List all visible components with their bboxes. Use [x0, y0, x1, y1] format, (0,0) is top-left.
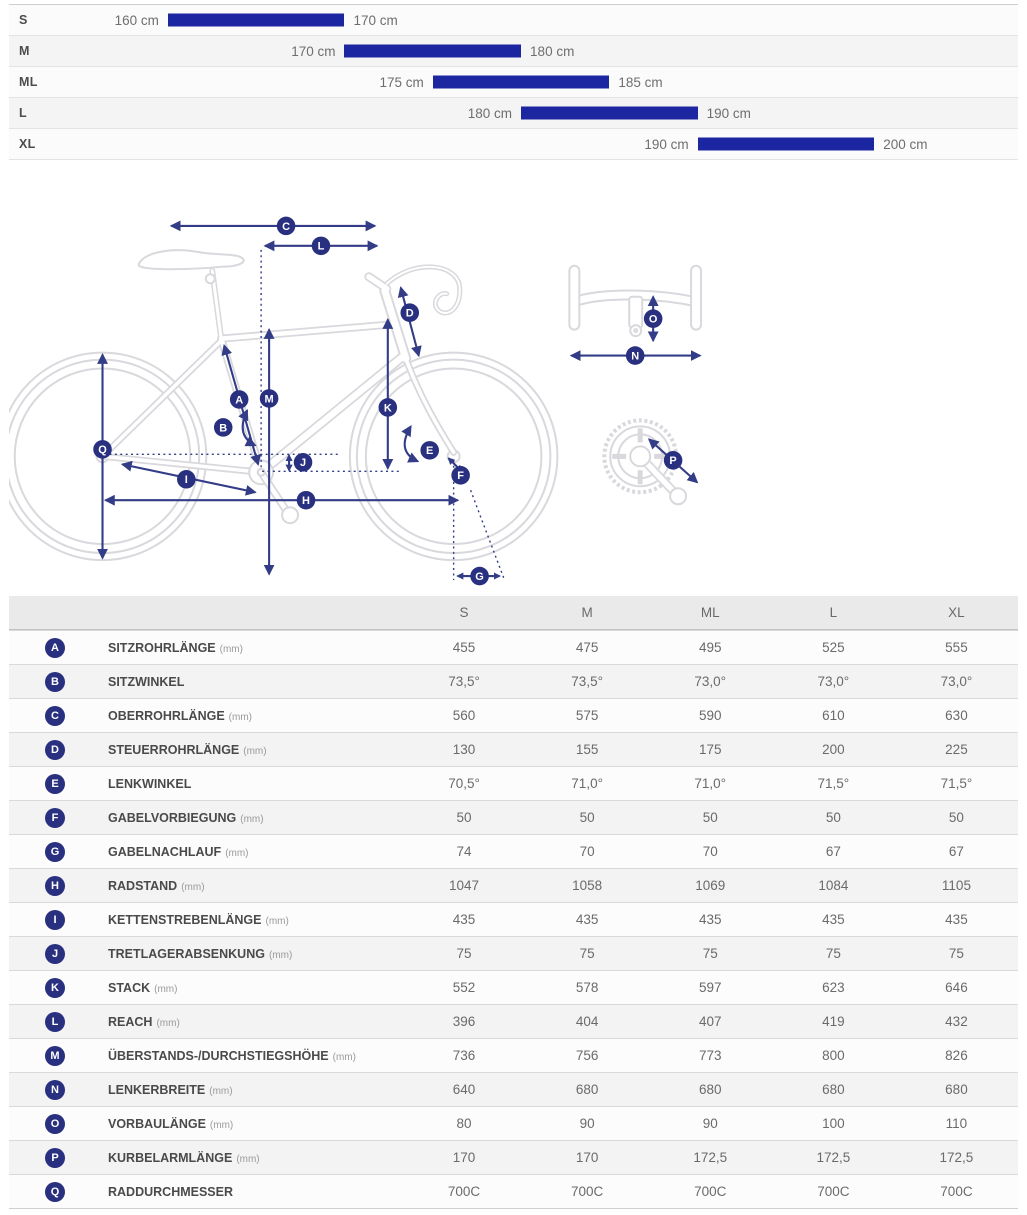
row-label-cell — [9, 740, 403, 760]
row-letter-badge: G — [45, 842, 65, 862]
table-cell: 435 — [575, 912, 599, 927]
table-cell: 773 — [698, 1048, 722, 1063]
size-row — [9, 67, 1018, 98]
row-label: LENKERBREITE (mm) — [108, 1082, 233, 1097]
table-cell: 700C — [694, 1184, 727, 1199]
row-unit: (mm) — [236, 1153, 260, 1165]
table-cell: 75 — [702, 946, 718, 961]
size-row — [9, 36, 1018, 67]
table-cell: 680 — [575, 1082, 599, 1097]
svg-text:O: O — [648, 313, 658, 326]
table-row-P — [9, 1140, 1018, 1174]
table-cell: 73,5° — [448, 674, 480, 689]
size-label: ML — [19, 75, 38, 89]
row-unit: (mm) — [332, 1051, 356, 1063]
column-header-ml: ML — [700, 605, 720, 620]
range-min-label: 190 cm — [644, 136, 689, 152]
row-label-cell — [9, 1148, 403, 1168]
table-row-M — [9, 1038, 1018, 1072]
table-cell: 495 — [698, 640, 722, 655]
table-cell: 700C — [571, 1184, 604, 1199]
row-label: ÜBERSTANDS-/DURCHSTIEGSHÖHE (mm) — [108, 1048, 356, 1063]
row-label: GABELVORBIEGUNG (mm) — [108, 810, 264, 825]
size-row — [9, 129, 1018, 160]
table-cell: 50 — [948, 810, 964, 825]
table-cell: 552 — [452, 980, 476, 995]
table-cell: 172,5 — [939, 1150, 974, 1165]
row-label-cell — [9, 638, 403, 658]
column-header-s: S — [459, 605, 469, 620]
height-range-track — [9, 36, 1018, 66]
svg-text:H: H — [302, 495, 310, 508]
table-cell: 50 — [456, 810, 472, 825]
table-row-G — [9, 834, 1018, 868]
diagram-marker-P — [664, 451, 683, 470]
diagram-marker-O — [644, 309, 663, 328]
table-row-B — [9, 664, 1018, 698]
diagram-marker-H — [297, 491, 316, 510]
row-label: RADSTAND (mm) — [108, 878, 205, 893]
range-max-label: 200 cm — [883, 136, 928, 152]
table-cell: 432 — [945, 1014, 968, 1029]
row-letter-badge: J — [45, 944, 65, 964]
diagram-marker-C — [277, 217, 296, 236]
table-row-C — [9, 698, 1018, 732]
row-letter-badge: F — [45, 808, 65, 828]
row-label: VORBAULÄNGE (mm) — [108, 1116, 234, 1131]
table-cell: 1058 — [572, 878, 603, 893]
row-label-cell — [9, 774, 403, 794]
frame-inner — [103, 267, 460, 472]
table-cell: 630 — [945, 708, 968, 723]
table-cell: 826 — [945, 1048, 968, 1063]
diagram-marker-K — [379, 398, 398, 417]
diagram-marker-L — [312, 237, 331, 256]
range-min-label: 170 cm — [291, 43, 336, 59]
table-cell: 555 — [945, 640, 968, 655]
size-row — [9, 5, 1018, 36]
table-cell: 130 — [452, 742, 476, 757]
svg-text:D: D — [405, 307, 414, 320]
svg-text:N: N — [631, 350, 640, 363]
row-label-cell — [9, 706, 403, 726]
table-cell: 73,5° — [571, 674, 603, 689]
table-row-D — [9, 732, 1018, 766]
row-letter-badge: D — [45, 740, 65, 760]
height-range-track — [9, 98, 1018, 128]
table-cell: 71,0° — [571, 776, 603, 791]
row-unit: (mm) — [156, 1017, 180, 1029]
table-cell: 67 — [825, 844, 841, 859]
size-label: L — [19, 106, 27, 120]
table-cell: 640 — [452, 1082, 476, 1097]
saddle — [139, 250, 244, 269]
svg-text:E: E — [426, 445, 434, 458]
svg-text:B: B — [219, 422, 228, 435]
diagram-marker-N — [626, 346, 645, 365]
row-unit: (mm) — [219, 643, 243, 655]
diagram-marker-D — [400, 303, 419, 322]
range-max-label: 170 cm — [353, 12, 398, 28]
size-label: S — [19, 13, 28, 27]
row-label-cell — [9, 910, 403, 930]
table-cell: 71,5° — [817, 776, 850, 791]
table-cell: 172,5 — [693, 1150, 728, 1165]
table-cell: 200 — [822, 742, 845, 757]
table-cell: 50 — [702, 810, 718, 825]
table-cell: 70 — [579, 844, 595, 859]
row-unit: (mm) — [209, 1085, 233, 1097]
row-letter-badge: H — [45, 876, 65, 896]
height-range-bar — [168, 14, 345, 27]
table-cell: 67 — [948, 844, 964, 859]
table-row-F — [9, 800, 1018, 834]
table-cell: 700C — [447, 1184, 481, 1199]
table-cell: 100 — [822, 1116, 845, 1131]
svg-text:Q: Q — [98, 444, 107, 457]
row-letter-badge: C — [45, 706, 65, 726]
row-label-cell — [9, 672, 403, 692]
table-cell: 73,0° — [940, 674, 973, 689]
table-cell: 70,5° — [448, 776, 480, 791]
diagram-marker-E — [420, 441, 439, 460]
table-cell: 597 — [698, 980, 722, 995]
table-cell: 610 — [822, 708, 845, 723]
table-cell: 646 — [945, 980, 968, 995]
table-cell: 1105 — [941, 878, 971, 893]
table-cell: 525 — [822, 640, 845, 655]
row-unit: (mm) — [228, 711, 252, 723]
table-cell: 90 — [702, 1116, 718, 1131]
range-min-label: 160 cm — [114, 12, 159, 28]
height-range-bar — [521, 107, 698, 120]
table-cell: 70 — [702, 844, 718, 859]
measure-E-headangle — [405, 426, 418, 461]
table-cell: 1047 — [449, 878, 480, 893]
column-header-xl: XL — [948, 605, 965, 620]
table-cell: 225 — [945, 742, 968, 757]
range-min-label: 180 cm — [467, 105, 513, 121]
table-cell: 73,0° — [817, 674, 850, 689]
table-cell: 80 — [456, 1116, 472, 1131]
table-cell: 800 — [822, 1048, 845, 1063]
table-cell: 560 — [452, 708, 476, 723]
height-range-bar — [344, 45, 521, 58]
table-cell: 170 — [575, 1150, 599, 1165]
table-cell: 170 — [452, 1150, 476, 1165]
table-row-L — [9, 1004, 1018, 1038]
range-min-label: 175 cm — [379, 74, 424, 90]
row-label: OBERROHRLÄNGE (mm) — [108, 708, 252, 723]
table-cell: 700C — [940, 1184, 973, 1199]
diagram-marker-G — [470, 567, 489, 586]
size-label: XL — [19, 137, 36, 151]
table-cell: 455 — [452, 640, 476, 655]
table-cell: 73,0° — [694, 674, 727, 689]
row-letter-badge: M — [45, 1046, 65, 1066]
size-chart — [9, 4, 1018, 160]
frame-outline — [103, 267, 460, 472]
row-unit: (mm) — [243, 745, 267, 757]
table-cell: 1084 — [818, 878, 849, 893]
svg-text:G: G — [475, 570, 484, 583]
table-cell: 75 — [579, 946, 595, 961]
svg-text:F: F — [457, 470, 464, 483]
table-cell: 756 — [575, 1048, 599, 1063]
construction-lines — [110, 250, 505, 580]
geometry-table — [9, 596, 1018, 1209]
size-row — [9, 98, 1018, 129]
column-header-m: M — [581, 605, 593, 620]
row-label-cell — [9, 1012, 403, 1032]
crank-side-view — [249, 460, 298, 523]
size-label: M — [19, 44, 30, 58]
table-row-N — [9, 1072, 1018, 1106]
diagram-marker-F — [451, 466, 470, 485]
svg-text:L: L — [317, 240, 325, 253]
row-label: TRETLAGERABSENKUNG (mm) — [108, 946, 293, 961]
table-cell: 75 — [456, 946, 472, 961]
row-label: REACH (mm) — [108, 1014, 180, 1029]
row-label-cell — [9, 808, 403, 828]
table-cell: 75 — [948, 946, 964, 961]
table-cell: 419 — [822, 1014, 845, 1029]
row-letter-badge: Q — [45, 1182, 65, 1202]
row-label: GABELNACHLAUF (mm) — [108, 844, 249, 859]
table-cell: 404 — [575, 1014, 599, 1029]
row-unit: (mm) — [209, 1119, 234, 1131]
diagram-marker-B — [214, 418, 233, 437]
range-max-label: 190 cm — [706, 105, 751, 121]
geometry-diagram-svg — [9, 189, 1018, 593]
row-label: STACK (mm) — [108, 980, 178, 995]
range-max-label: 180 cm — [530, 43, 575, 59]
table-cell: 700C — [817, 1184, 850, 1199]
range-max-label: 185 cm — [618, 74, 663, 90]
table-cell: 575 — [575, 708, 599, 723]
table-cell: 71,0° — [694, 776, 727, 791]
row-unit: (mm) — [265, 915, 289, 927]
row-letter-badge: O — [45, 1114, 65, 1134]
table-cell: 407 — [698, 1014, 722, 1029]
svg-text:J: J — [299, 457, 307, 470]
table-cell: 680 — [945, 1082, 968, 1097]
row-label-cell — [9, 1182, 403, 1202]
table-cell: 1069 — [695, 878, 726, 893]
table-cell: 50 — [579, 810, 595, 825]
row-label: STEUERROHRLÄNGE (mm) — [108, 742, 267, 757]
table-cell: 71,5° — [940, 776, 973, 791]
table-cell: 475 — [575, 640, 599, 655]
table-cell: 435 — [698, 912, 722, 927]
row-label-cell — [9, 1114, 403, 1134]
row-unit: (mm) — [154, 983, 178, 995]
row-unit: (mm) — [225, 847, 249, 859]
height-range-track — [9, 129, 1018, 159]
table-cell: 736 — [452, 1048, 476, 1063]
row-label-cell — [9, 978, 403, 998]
handlebar-top-view — [569, 266, 701, 336]
svg-text:M: M — [264, 393, 274, 406]
table-row-O — [9, 1106, 1018, 1140]
svg-text:A: A — [235, 394, 244, 407]
row-letter-badge: I — [45, 910, 65, 930]
diagram-marker-I — [177, 470, 196, 489]
table-cell: 110 — [945, 1116, 968, 1131]
table-cell: 623 — [822, 980, 845, 995]
row-label-cell — [9, 842, 403, 862]
table-cell: 435 — [945, 912, 968, 927]
table-cell: 680 — [698, 1082, 722, 1097]
table-cell: 578 — [575, 980, 599, 995]
seatpost-clamp — [206, 274, 215, 283]
table-cell: 590 — [698, 708, 722, 723]
height-range-track — [9, 67, 1018, 97]
table-row-H — [9, 868, 1018, 902]
svg-text:C: C — [282, 220, 291, 233]
row-label: KETTENSTREBENLÄNGE (mm) — [108, 912, 289, 927]
height-range-track — [9, 5, 1018, 35]
table-cell: 172,5 — [816, 1150, 851, 1165]
row-unit: (mm) — [181, 881, 205, 893]
front-wheel — [350, 353, 557, 560]
svg-text:P: P — [669, 455, 677, 468]
table-cell: 50 — [825, 810, 841, 825]
table-cell: 90 — [579, 1116, 595, 1131]
table-cell: 175 — [698, 742, 722, 757]
diagram-marker-A — [230, 390, 249, 409]
row-letter-badge: A — [45, 638, 65, 658]
row-letter-badge: N — [45, 1080, 65, 1100]
table-header — [9, 596, 1018, 630]
table-cell: 155 — [575, 742, 599, 757]
table-cell: 75 — [825, 946, 841, 961]
table-row-J — [9, 936, 1018, 970]
diagram-marker-J — [294, 453, 313, 472]
table-row-A — [9, 630, 1018, 664]
row-letter-badge: B — [45, 672, 65, 692]
row-unit: (mm) — [268, 949, 293, 961]
row-letter-badge: L — [45, 1012, 65, 1032]
table-cell: 435 — [452, 912, 476, 927]
row-label-cell — [9, 876, 403, 896]
bike-side-view — [9, 250, 557, 560]
table-row-K — [9, 970, 1018, 1004]
table-row-E — [9, 766, 1018, 800]
row-label-cell — [9, 1080, 403, 1100]
diagram-marker-M — [260, 389, 279, 408]
table-cell: 396 — [452, 1014, 476, 1029]
row-label: LENKWINKEL — [108, 776, 192, 791]
row-label: SITZROHRLÄNGE (mm) — [108, 640, 243, 655]
row-letter-badge: P — [45, 1148, 65, 1168]
diagram-marker-Q — [93, 440, 112, 459]
table-cell: 680 — [822, 1082, 845, 1097]
geometry-diagram — [9, 189, 1018, 593]
row-unit: (mm) — [240, 813, 264, 825]
svg-text:I: I — [184, 474, 188, 487]
row-letter-badge: E — [45, 774, 65, 794]
column-header-l: L — [829, 605, 838, 620]
row-letter-badge: K — [45, 978, 65, 998]
table-row-I — [9, 902, 1018, 936]
row-label: RADDURCHMESSER — [108, 1184, 234, 1199]
height-range-bar — [433, 76, 610, 89]
table-cell: 435 — [822, 912, 845, 927]
row-label: KURBELARMLÄNGE (mm) — [108, 1150, 260, 1165]
row-label: SITZWINKEL — [108, 674, 185, 689]
row-label-cell — [9, 1046, 403, 1066]
table-cell: 74 — [456, 844, 472, 859]
table-row-Q — [9, 1174, 1018, 1208]
svg-text:K: K — [383, 402, 392, 415]
height-range-bar — [698, 138, 875, 151]
row-label-cell — [9, 944, 403, 964]
